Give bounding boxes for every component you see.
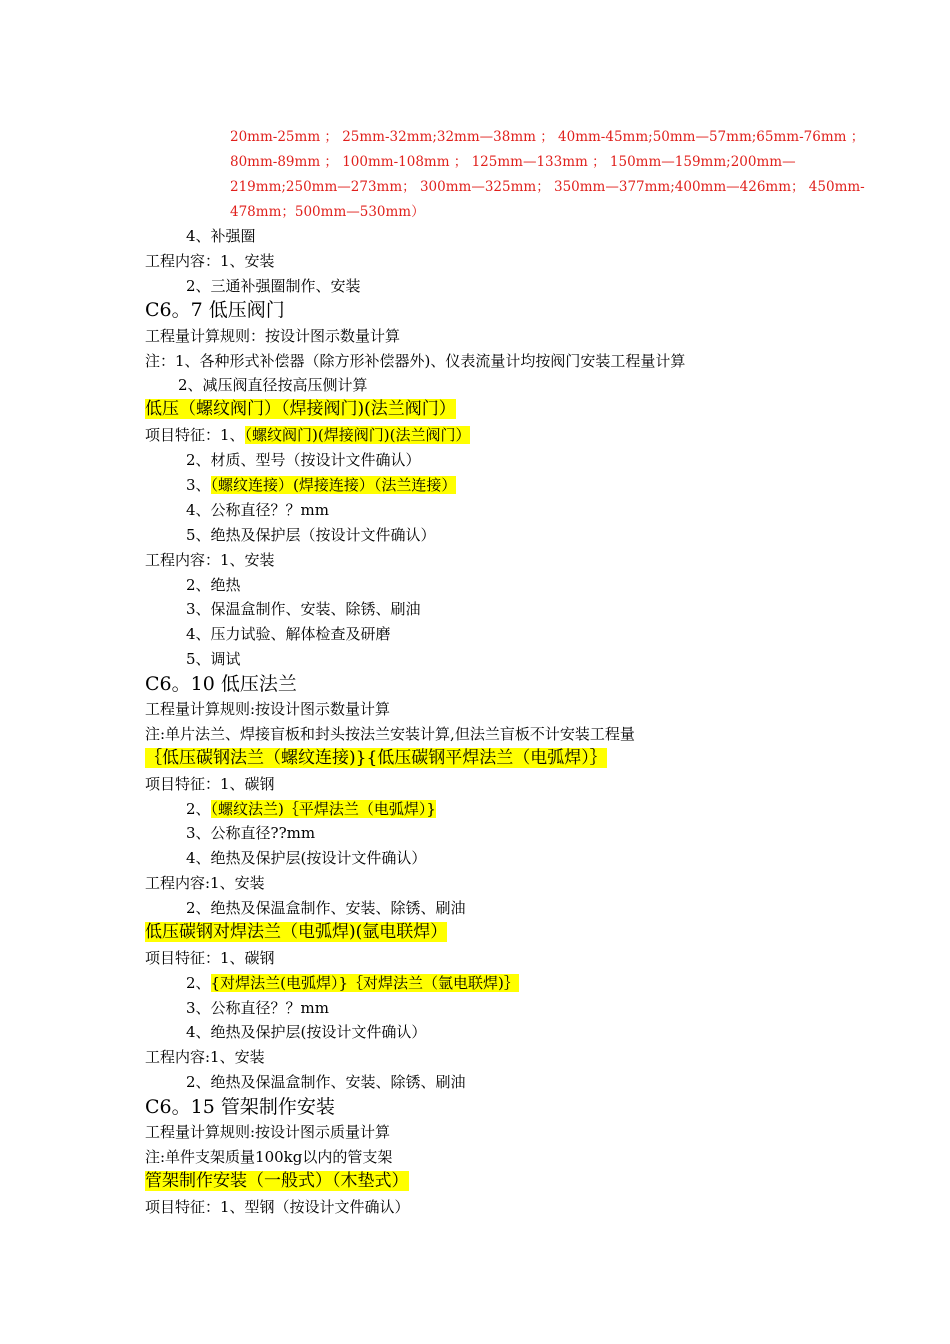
highlighted-item-title: 管架制作安装（一般式）（木垫式） (145, 1171, 409, 1191)
highlighted-feature: （螺纹连接）(焊接连接）（法兰连接） (210, 476, 457, 494)
note: 注:单件支架质量100kg以内的管支架 (145, 1148, 393, 1166)
feature-1: 项目特征：1、（螺纹阀门)(焊接阀门)(法兰阀门） (145, 426, 471, 444)
feature-1: 项目特征：1、碳钢 (145, 949, 275, 967)
calc-rule: 工程量计算规则:按设计图示质量计算 (145, 1123, 391, 1141)
feature-3: 3、（螺纹连接）(焊接连接）（法兰连接） (186, 476, 457, 494)
highlighted-feature: {对焊法兰(电弧焊）}｛对焊法兰（氩电联焊)｝ (210, 974, 519, 992)
work-content-1: 工程内容：1、安装 (145, 252, 275, 270)
feature-4: 4、公称直径？？mm (186, 501, 329, 519)
feature-2: 2、{对焊法兰(电弧焊）}｛对焊法兰（氩电联焊)｝ (186, 974, 519, 992)
feature-2: 2、（螺纹法兰)｛平焊法兰（电弧焊）} (186, 800, 436, 818)
highlighted-feature: （螺纹阀门)(焊接阀门)(法兰阀门） (244, 426, 471, 444)
feature-3: 3、公称直径？？mm (186, 999, 329, 1017)
section-heading-flanges: C6。10 低压法兰 (145, 673, 297, 695)
feature-2: 2、材质、型号（按设计文件确认） (186, 451, 421, 469)
feature-1: 项目特征：1、碳钢 (145, 775, 275, 793)
feature-1: 项目特征：1、型钢（按设计文件确认） (145, 1198, 410, 1216)
feature-5: 5、绝热及保护层（按设计文件确认） (186, 526, 436, 544)
pipe-size-line-2: 80mm-89mm ； 100mm-108mm ； 125mm—133mm ； 150mm—159mm;200mm— (230, 154, 796, 170)
calc-rule: 工程量计算规则:按设计图示数量计算 (145, 700, 391, 718)
highlighted-item-title: 低压碳钢对焊法兰（电弧焊)(氩电联焊） (145, 922, 448, 942)
work-content-2: 2、绝热及保温盒制作、安装、除锈、刷油 (186, 1073, 466, 1091)
work-content-2: 2、绝热及保温盒制作、安装、除锈、刷油 (186, 899, 466, 917)
pipe-size-line-4: 478mm；500mm—530mm） (230, 204, 425, 220)
work-content-3: 3、保温盒制作、安装、除锈、刷油 (186, 600, 421, 618)
work-content-2: 2、绝热 (186, 576, 241, 594)
note-2: 2、减压阀直径按高压侧计算 (178, 376, 368, 394)
highlighted-item-title: 低压（螺纹阀门）（焊接阀门)(法兰阀门） (145, 399, 456, 419)
calc-rule: 工程量计算规则：按设计图示数量计算 (145, 327, 401, 345)
highlighted-item-title: ｛低压碳钢法兰（螺纹连接)}{低压碳钢平焊法兰（电弧焊）｝ (145, 748, 607, 768)
section-heading-pipe-supports: C6。15 管架制作安装 (145, 1096, 335, 1118)
work-content-1: 工程内容：1、安装 (145, 551, 275, 569)
highlighted-feature: （螺纹法兰)｛平焊法兰（电弧焊）} (210, 800, 436, 818)
section-heading-valves: C6。7 低压阀门 (145, 299, 285, 321)
feature-3: 3、公称直径??mm (186, 824, 316, 842)
note: 注:单片法兰、焊接盲板和封头按法兰安装计算,但法兰盲板不计安装工程量 (145, 725, 635, 743)
note-1: 注：1、各种形式补偿器（除方形补偿器外)、仪表流量计均按阀门安装工程量计算 (145, 352, 686, 370)
work-content-1: 工程内容:1、安装 (145, 1048, 265, 1066)
work-content-2: 2、三通补强圈制作、安装 (186, 277, 361, 295)
pipe-size-line-1: 20mm-25mm ； 25mm-32mm;32mm—38mm ； 40mm-45mm;50mm—57mm;65mm-76mm ； (230, 129, 865, 145)
item-reinforcement-ring: 4、补强圈 (186, 227, 256, 245)
work-content-5: 5、调试 (186, 650, 241, 668)
work-content-1: 工程内容:1、安装 (145, 874, 265, 892)
work-content-4: 4、压力试验、解体检查及研磨 (186, 625, 391, 643)
feature-4: 4、绝热及保护层(按设计文件确认） (186, 1023, 427, 1041)
feature-4: 4、绝热及保护层(按设计文件确认） (186, 849, 427, 867)
pipe-size-line-3: 219mm;250mm—273mm； 300mm—325mm； 350mm—377mm;400mm—426mm； 450mm- (230, 179, 865, 195)
